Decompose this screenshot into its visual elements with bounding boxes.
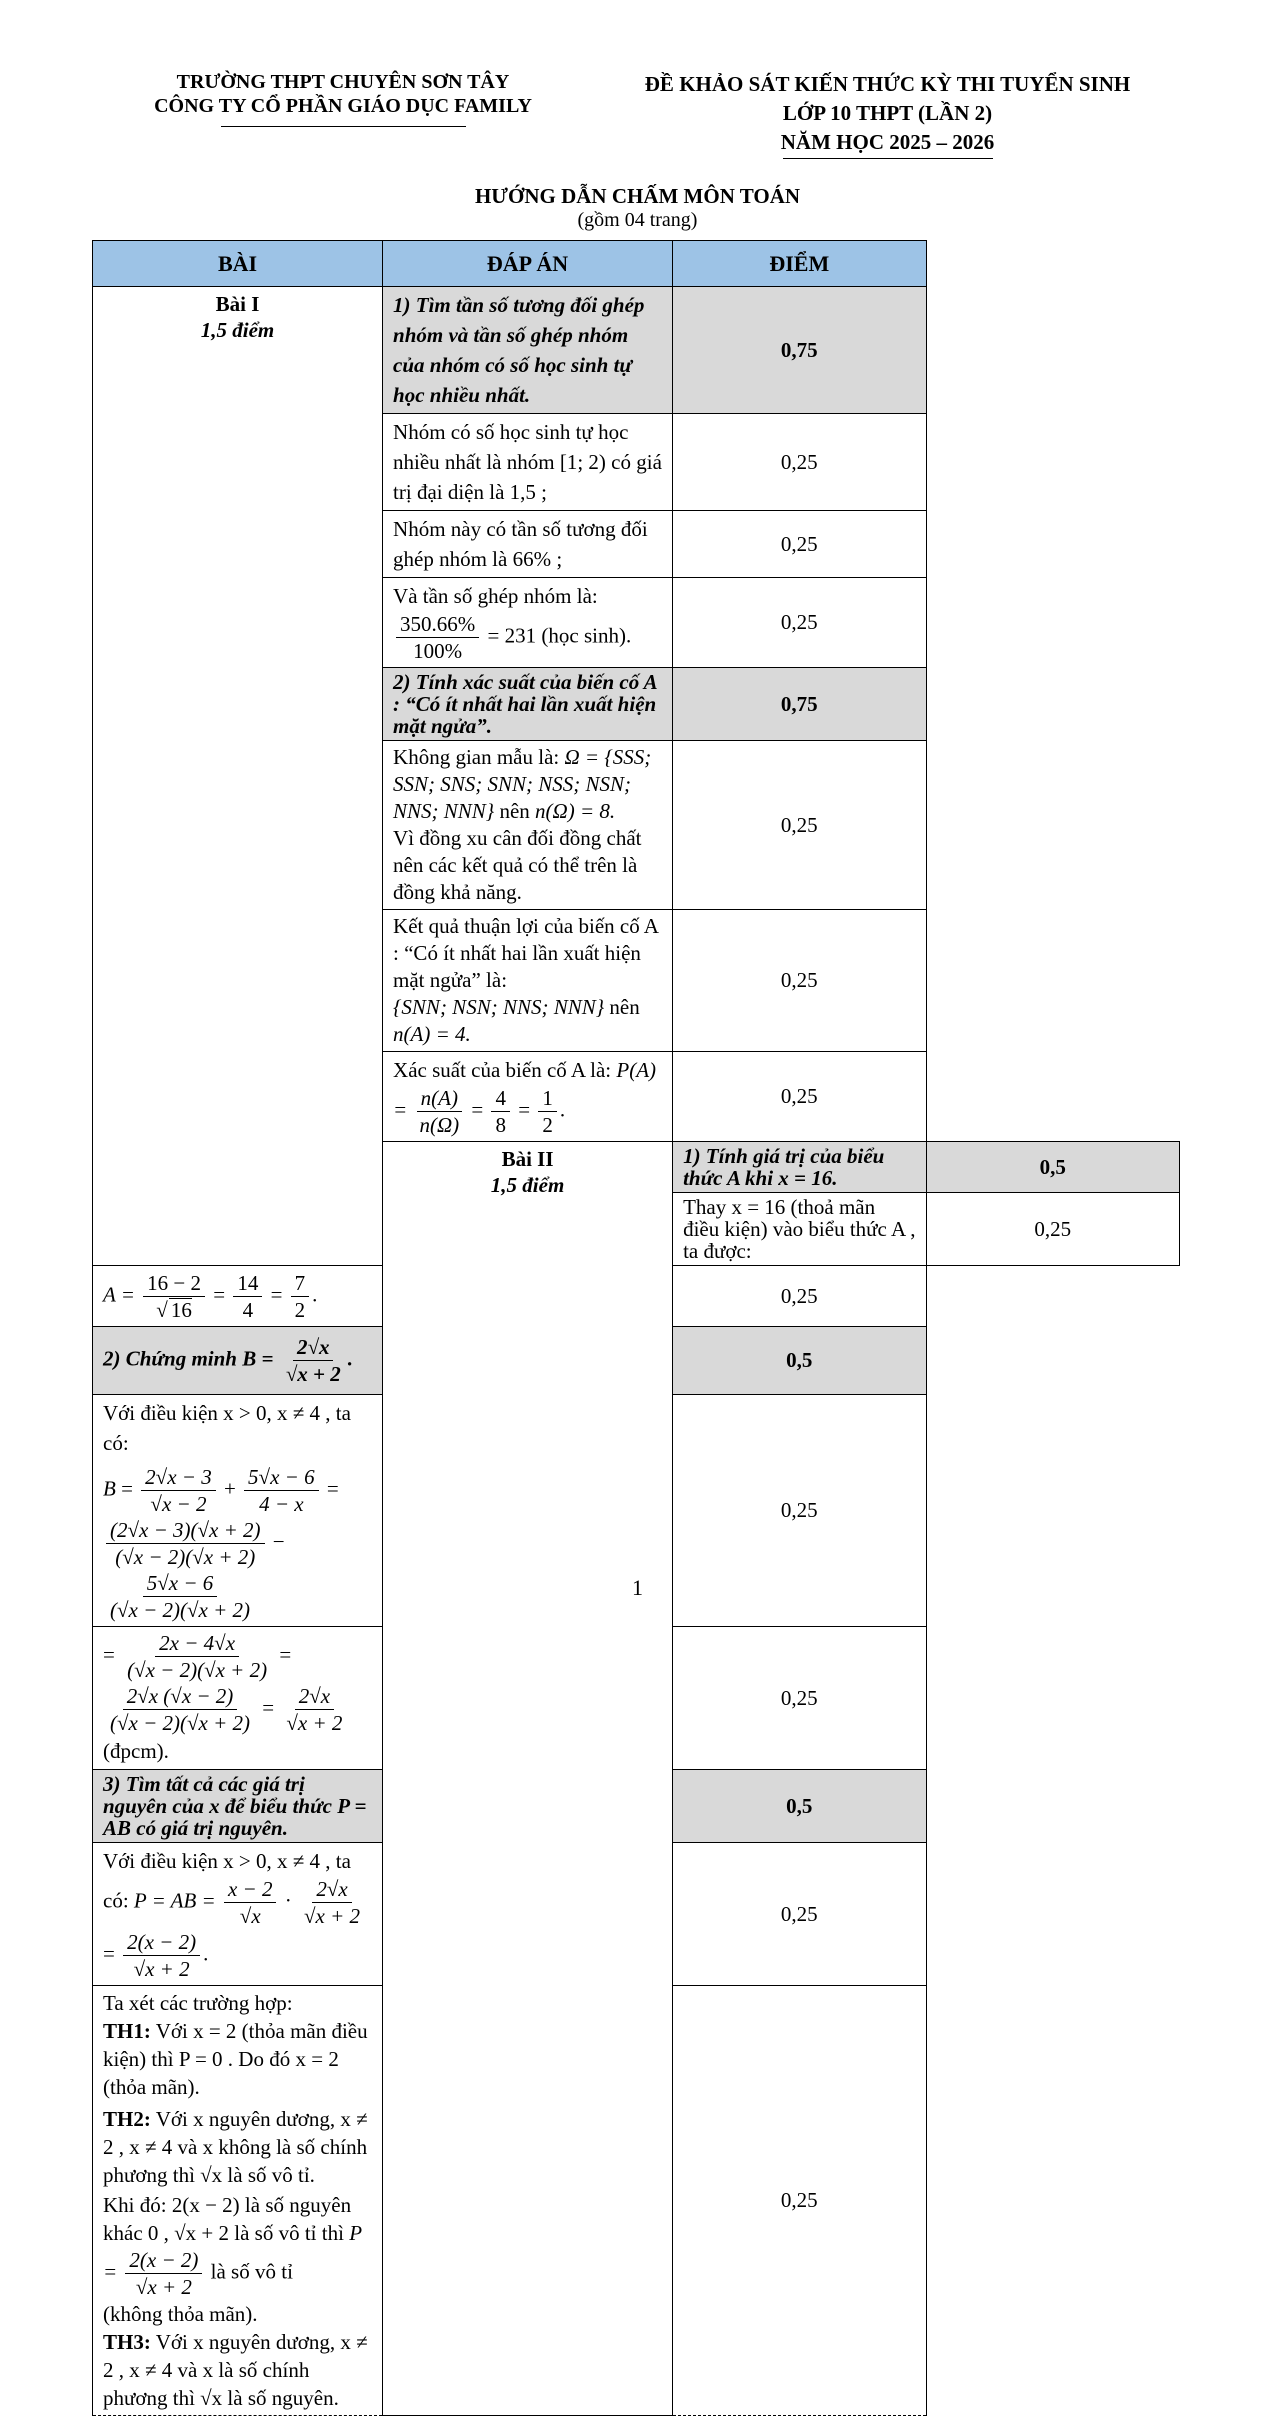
fraction: $\frac{n(A)}{n(\Omega)}$ xyxy=(415,1085,463,1138)
fraction: $\frac{5√x - 6}{(√x - 2)(√x + 2)}$ xyxy=(110,1571,251,1622)
fraction: $\frac{2√x - 3}{√x - 2}$ xyxy=(141,1464,216,1517)
document-subtitle: (gồm 04 trang) xyxy=(577,209,698,231)
fraction: $\frac{2√x}{√x + 2}$ xyxy=(303,1877,361,1928)
document-title: HƯỚNG DẪN CHẤM MÔN TOÁN xyxy=(474,184,801,208)
fraction: $\frac{2x - 4√x}{(√x - 2)(√x + 2)}$ xyxy=(127,1631,268,1682)
bai2-question1: 1) Tính giá trị của biểu thức A khi x = 16. xyxy=(673,1142,926,1193)
col-header-bai: BÀI xyxy=(93,241,383,287)
score: 0,25 xyxy=(673,1266,926,1327)
answer-cell: Xác suất của biến cố A là: P(A) = $\frac{n(A)}{n(\Omega)}$ = $\frac{4}{8}$ = $\frac{1}{2}$ . xyxy=(383,1052,673,1142)
answer-cell: Ta xét các trường hợp: TH1: Với x = 2 (thỏa mãn điều kiện) thì P = 0 . Do đó x = 2 (thỏa mãn). TH2: Với x nguyên dương, x ≠ 2 , x ≠ 4 và x không là số chính phương thì √x là số vô tỉ. Khi đó: 2(x − 2) là số nguyên khác 0 , √x + 2 là số vô tỉ thì P = $\frac{2(x - 2)}{√x + 2}$ là số vô tỉ (không thỏa mãn). TH3: Với x nguyên dương, x ≠ 2 , x ≠ 4 và x là số chính phương thì √x là số nguyên. xyxy=(93,1986,383,2416)
table-header-row xyxy=(93,241,1180,287)
fraction: $\frac{1}{2}$ xyxy=(538,1085,557,1138)
score: 0,75 xyxy=(673,287,926,414)
score: 0,25 xyxy=(673,1395,926,1627)
school-block xyxy=(118,70,568,127)
answer-cell: Thay x = 16 (thoả mãn điều kiện) vào biểu thức A , ta được: xyxy=(673,1193,926,1266)
answer-cell: Với điều kiện x > 0, x ≠ 4 , ta có: P = AB = $\frac{x - 2}{√x}$ · $\frac{2√x}{√x + 2}$ = $\frac{2(x - 2)}{√x + 2}$ . xyxy=(93,1843,383,1986)
score: 0,25 xyxy=(673,1843,926,1986)
right-divider xyxy=(783,158,993,159)
document-header xyxy=(0,70,1275,170)
fraction: $\frac{4}{8}$ xyxy=(491,1085,510,1138)
score: 0,5 xyxy=(673,1327,926,1395)
score: 0,25 xyxy=(673,1986,926,2416)
fraction: $\frac{16 - 2}{√ 16}$ xyxy=(143,1270,205,1323)
score: 0,25 xyxy=(673,1627,926,1770)
score: 0,5 xyxy=(926,1142,1179,1193)
bai1-points: 1,5 điểm xyxy=(200,318,275,342)
fraction: $\frac{(2√x - 3)(√x + 2)}{(√x - 2)(√x + 2)}$ xyxy=(106,1517,265,1570)
answer-cell: Không gian mẫu là: Ω = {SSS; SSN; SNS; SNN; NSS; NSN; NNS; NNN} nên n(Ω) = 8. Vì đồng xu cân đối đồng chất nên các kết quả có thể trên là đồng khả năng. xyxy=(383,741,673,910)
grading-table xyxy=(92,240,1180,2416)
company-name: CÔNG TY CỔ PHẦN GIÁO DỤC FAMILY xyxy=(154,95,532,117)
score: 0,25 xyxy=(673,910,926,1052)
score: 0,25 xyxy=(673,511,926,578)
answer-cell: = $\frac{2x - 4√x}{(√x - 2)(√x + 2)}$ = $\frac{2√x (√x - 2)}{(√x - 2)(√x + 2)}$ = $\frac{2√x}{√x + 2}$ (đpcm). xyxy=(93,1627,383,1770)
bai1-label: Bài I xyxy=(215,292,260,316)
col-header-dapan: ĐÁP ÁN xyxy=(383,241,673,287)
bai1-question2: 2) Tính xác suất của biến cố A : “Có ít nhất hai lần xuất hiện mặt ngửa”. xyxy=(383,668,673,741)
fraction: $\frac{2(x - 2)}{√x + 2}$ xyxy=(123,1929,200,1982)
bai2-label: Bài II xyxy=(501,1147,554,1171)
exam-title-line1: ĐỀ KHẢO SÁT KIẾN THỨC KỲ THI TUYỂN SINH xyxy=(644,72,1131,96)
table-row xyxy=(93,287,1180,414)
fraction: $\frac{350.66\%}{100\%}$ xyxy=(396,611,479,664)
exam-block xyxy=(605,70,1170,159)
fraction: $\frac{2√x}{√x + 2}$ xyxy=(286,1684,343,1735)
bai2-question2: 2) Chứng minh B = $\frac{2√x}{√x + 2}$ . xyxy=(93,1327,383,1395)
exam-title-line2: LỚP 10 THPT (LẦN 2) xyxy=(782,101,993,125)
answer-cell: Kết quả thuận lợi của biến cố A : “Có ít nhất hai lần xuất hiện mặt ngửa” là: {SNN; NSN; NNS; NNN} nên n(A) = 4. xyxy=(383,910,673,1052)
score: 0,25 xyxy=(673,741,926,910)
fraction: $\frac{7}{2}$ xyxy=(291,1270,310,1323)
bai2-cell xyxy=(383,1142,673,2416)
bai1-cell xyxy=(93,287,383,1266)
score: 0,25 xyxy=(673,414,926,511)
col-header-diem: ĐIỂM xyxy=(673,241,926,287)
school-name: TRƯỜNG THPT CHUYÊN SƠN TÂY xyxy=(176,71,510,93)
score: 0,25 xyxy=(673,578,926,668)
answer-cell: Nhóm có số học sinh tự học nhiều nhất là nhóm [1; 2) có giá trị đại diện là 1,5 ; xyxy=(383,414,673,511)
fraction: $\frac{2√x (√x - 2)}{(√x - 2)(√x + 2)}$ xyxy=(110,1684,251,1735)
fraction: $\frac{2(x - 2)}{√x + 2}$ xyxy=(125,2247,202,2300)
bai2-points: 1,5 điểm xyxy=(490,1173,565,1197)
fraction: $\frac{2√x}{√x + 2}$ xyxy=(285,1335,341,1386)
score: 0,25 xyxy=(673,1052,926,1142)
left-divider xyxy=(221,126,466,127)
fraction: $\frac{14}{4}$ xyxy=(233,1270,262,1323)
bai2-question3: 3) Tìm tất cả các giá trị nguyên của x để biểu thức P = AB có giá trị nguyên. xyxy=(93,1770,383,1843)
fraction: $\frac{5√x - 6}{4 - x}$ xyxy=(244,1464,319,1517)
answer-cell: Với điều kiện x > 0, x ≠ 4 , ta có: B = $\frac{2√x - 3}{√x - 2}$ + $\frac{5√x - 6}{4 - x}$ = $\frac{(2√x - 3)(√x + 2)}{(√x - 2)(√x + 2)}$ − $\frac{5√x - 6}{(√x - 2)(√x + 2)}$ xyxy=(93,1395,383,1627)
score: 0,5 xyxy=(673,1770,926,1843)
answer-cell: A = $\frac{16 - 2}{√ 16}$ = $\frac{14}{4}$ = $\frac{7}{2}$ . xyxy=(93,1266,383,1327)
bai1-question1: 1) Tìm tần số tương đối ghép nhóm và tần số ghép nhóm của nhóm có số học sinh tự học nhiều nhất. xyxy=(383,287,673,414)
score: 0,25 xyxy=(926,1193,1179,1266)
school-year: NĂM HỌC 2025 – 2026 xyxy=(780,130,995,154)
fraction: $\frac{x - 2}{√x}$ xyxy=(224,1876,277,1929)
score: 0,75 xyxy=(673,668,926,741)
answer-cell: Và tần số ghép nhóm là: $\frac{350.66\%}{100\%}$ = 231 (học sinh). xyxy=(383,578,673,668)
page-number: 1 xyxy=(632,1575,643,1600)
answer-cell: Nhóm này có tần số tương đối ghép nhóm là 66% ; xyxy=(383,511,673,578)
